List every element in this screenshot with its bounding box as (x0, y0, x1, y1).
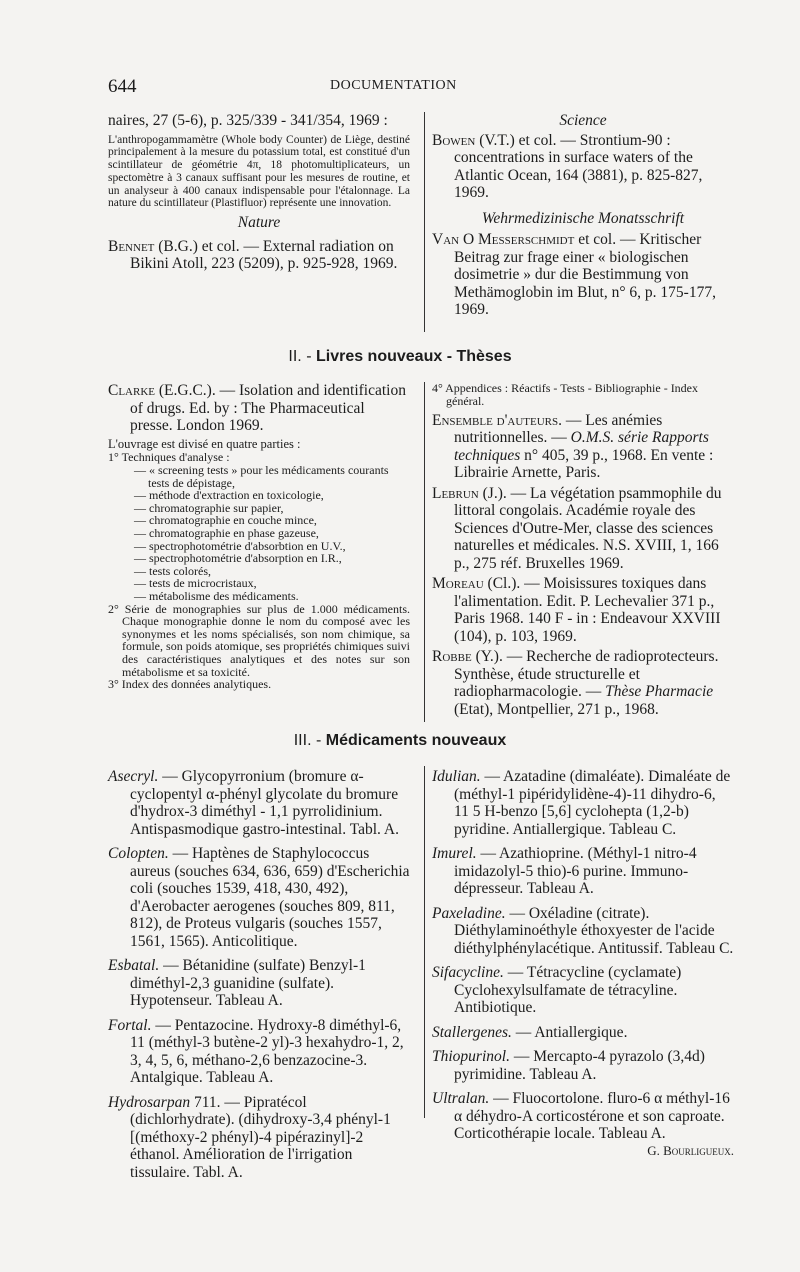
drug-description: — Bétanidine (sulfate) Benzyl-1 diméthyl-2,3 guanidine (sulfate). Hypotenseur. Tableau A. (130, 957, 366, 1009)
column-divider-top (424, 112, 425, 332)
drug-description: — Azathioprine. (Méthyl-1 nitro-4 imidazolyl-5 thio)-6 purine. Immuno-dépresseur. Tableau A. (454, 845, 697, 897)
journal-wehrmedizinische: Wehrmedizinische Monatsschrift (481, 209, 685, 227)
drug-description: — Haptènes de Staphylococcus aureus (souches 634, 636, 659) d'Escherichia coli (souches 1539, 418, 430, 492), d'Aerobacter aerogenes (souches 809, 811, 812), de Proteus vulgaris (souches 1557, 1561, 1565). Anticolitique. (130, 845, 410, 950)
author-clarke: Clarke (108, 382, 156, 399)
drug-name: Sifacycline. (432, 964, 504, 981)
drug-name: Fortal. (108, 1016, 152, 1034)
drug-entry (108, 768, 410, 838)
section-number: III. (293, 732, 312, 749)
drug-entry (432, 1048, 734, 1083)
reference-italic: Thèse Pharmacie (605, 683, 714, 701)
drug-entry (108, 1094, 410, 1182)
technique-item: — spectrophotométrie d'absorption en I.R., (134, 551, 342, 566)
technique-item: — spectrophotométrie d'absorbtion en U.V., (134, 538, 346, 553)
book-part-3: 3° Index des données analytiques. (108, 677, 272, 692)
book-intro: L'ouvrage est divisé en quatre parties : (108, 436, 301, 451)
drug-entry (108, 957, 410, 1010)
drug-name: Paxeladine. (432, 904, 506, 922)
drug-name: Hydrosarpan (108, 1093, 191, 1111)
technique-item: — tests colorés, (134, 563, 211, 578)
drug-entry (108, 1017, 410, 1087)
reference-text: — Les anémies nutritionnelles. — (454, 411, 663, 447)
drug-name: Ultralan. (432, 1090, 490, 1107)
author-robbe: Robbe (432, 648, 472, 666)
book-part-1: 1° Techniques d'analyse : (108, 450, 230, 464)
section-heading-medicaments (0, 732, 800, 750)
reference-text: (Y.). — Recherche de radioprotecteurs. Synthèse, étude structurelle et radiopharmacologie. — (454, 648, 719, 701)
author-ensemble: Ensemble d'auteurs. (432, 411, 563, 429)
technique-item: — tests de microcristaux, (134, 576, 257, 591)
reference-ensemble (432, 412, 734, 482)
drug-description: — Tétracycline (cyclamate) Cyclohexylsulfamate de tétracyline. Antibiotique. (454, 964, 682, 1016)
top-left-column (108, 112, 410, 273)
signature: G. Bourligueux. (647, 1142, 734, 1158)
reference-robbe (432, 648, 734, 718)
reference-bowen-text: (V.T.) et col. — Strontium-90 : concentrations in surface waters of the Atlantic Ocean, 164 (3881), p. 825-827, 1969. (454, 131, 703, 201)
section-title: Livres nouveaux - Thèses (315, 348, 512, 365)
reference-bennet-text: (B.G.) et col. — External radiation on Bikini Atoll, 223 (5209), p. 925-928, 1969. (130, 237, 398, 273)
reference-lebrun (432, 485, 734, 573)
technique-item: — chromatographie en phase gazeuse, (134, 525, 319, 540)
drug-entry (432, 1024, 734, 1042)
reference-clarke (108, 382, 410, 435)
page-number: 644 (108, 76, 137, 97)
books-right-column (432, 382, 734, 718)
journal-science: Science (559, 112, 607, 129)
drug-description: — Glycopyrronium (bromure α-cyclopentyl α-phényl glycolate du bromure d'hydrox-3 diméthyl - 1,1 pyrrolidinium. Antispasmodique gastro-intestinal. Tabl. A. (130, 768, 399, 838)
journal-nature: Nature (237, 214, 281, 232)
section-dash: - (306, 348, 312, 365)
drug-entry (432, 845, 734, 898)
section-dash: - (315, 732, 322, 749)
top-right-column (432, 112, 734, 319)
reference-text: (J.). — La végétation psammophile du littoral congolais. Académie royale des Sciences d'Outre-Mer, classe des sciences naturelles et médicales. N.S. XVIII, 1, 166 p., 275 réf. Bruxelles 1969. (454, 484, 722, 572)
drug-description: — Antiallergique. (511, 1023, 628, 1041)
drug-description: — Pentazocine. Hydroxy-8 diméthyl-6, 11 (méthyl-3 butène-2 yl)-3 hexahydro-1, 2, 3, 4, 5, 6, méthano-2,6 benzazocine-3. Antalgique. Tableau A. (130, 1016, 404, 1086)
book-part-2: 2° Série de monographies sur plus de 1.000 médicaments. Chaque monographie donne le nom du composé avec les synonymes et les noms spécialisés, son nom chimique, sa formule, son poids atomique, ses propriétés chimiques suivi des caractéristiques analytiques et des notes sur son métabolisme et sa toxicité. (108, 601, 410, 679)
section-heading-livres (0, 348, 800, 366)
author-moreau: Moreau (432, 575, 484, 593)
section-number: II. (288, 348, 302, 365)
drug-name: Imurel. (432, 845, 477, 862)
drugs-left-column (108, 768, 410, 1188)
continuation-reference: naires, 27 (5-6), p. 325/339 - 341/354, 1969 : (108, 112, 388, 129)
drug-entry (108, 845, 410, 950)
section-title: Médicaments nouveaux (325, 732, 507, 749)
drug-name: Asecryl. (108, 768, 159, 785)
drug-name: Stallergenes. (432, 1023, 512, 1041)
drug-description: — Fluocortolone. fluro-6 α méthyl-16 α déhydro-A corticostérone et son caproate. Corticothérapie locale. Tableau A. (454, 1090, 730, 1142)
drugs-right-column (432, 768, 734, 1157)
reference-bennet (108, 238, 410, 273)
reference-text: n° 405, 39 p., 1968. En vente : Librairie Arnette, Paris. (454, 446, 714, 482)
drug-entry (432, 905, 734, 958)
reference-text: (Cl.). — Moisissures toxiques dans l'alimentation. Edit. P. Lechevalier 371 p., Paris 1968. 140 F - in : Endeavour XXVIII (104), p. 103, 1969. (454, 575, 721, 645)
technique-item: — métabolisme des médicaments. (134, 588, 299, 603)
reference-messerschmidt (432, 231, 734, 319)
reference-italic: O.M.S. série Rapports techniques (454, 429, 709, 464)
author-lebrun: Lebrun (432, 484, 479, 502)
author-messerschmidt: Van O Messerschmidt (432, 231, 575, 248)
drug-entry (432, 768, 734, 838)
drug-description: — Azatadine (dimaléate). Dimaléate de (méthyl-1 pipéridylidène-4)-11 dihydro-6, 11 5 H-benzo [5,6] cyclohepta (1,2-b) pyridine. Antiallergique. Tableau C. (454, 768, 731, 838)
reference-moreau (432, 575, 734, 645)
reference-messerschmidt-text: et col. — Kritischer Beitrag zur frage einer « biologischen dosimetrie » dur die Bestimmung von Methämoglobin im Blut, n° 6, p. 175-177, 1969. (454, 231, 716, 318)
reference-clarke-text: (E.G.C.). — Isolation and identification of drugs. Ed. by : The Pharmaceutical presse. London 1969. (130, 382, 406, 434)
drug-description: 711. — Pipratécol (dichlorhydrate). (dihydroxy-3,4 phényl-1 [(méthoxy-2 phényl)-4 pipérazinyl]-2 éthanol. Amélioration de l'irrigation tissulaire. Tabl. A. (130, 1093, 391, 1181)
column-divider-middle (424, 382, 425, 722)
drug-entry (432, 1090, 734, 1143)
books-left-column (108, 382, 410, 691)
drug-name: Thiopurinol. (432, 1048, 510, 1065)
author-bowen: Bowen (432, 131, 476, 149)
drug-name: Idulian. (432, 768, 481, 785)
column-divider-bottom (424, 766, 425, 1118)
drug-description: — Mercapto-4 pyrazolo (3,4d) pyrimidine. Tableau A. (454, 1048, 705, 1083)
reference-bowen (432, 132, 734, 202)
running-title: DOCUMENTATION (330, 78, 457, 93)
reference-text: (Etat), Montpellier, 271 p., 1968. (454, 700, 659, 718)
technique-item: — méthode d'extraction en toxicologie, (134, 488, 324, 503)
drug-description: — Oxéladine (citrate). Diéthylaminoéthyle éthoxyester de l'acide diéthylphénylacétique. Antitussif. Tableau C. (454, 904, 734, 957)
technique-item: — chromatographie sur papier, (134, 500, 284, 515)
technique-item: — « screening tests » pour les médicaments courants tests de dépistage, (134, 463, 389, 490)
drug-entry (432, 964, 734, 1017)
anthropogammametre-note: L'anthropogammamètre (Whole body Counter) de Liège, destiné principalement à la mesure du potassium total, est constitué d'un scintillateur de géométrie 4π, 18 photomultiplicateurs, un spectomètre à 3 canaux suffisant pour les mesures de routine, et un analyseur à 400 canaux indispensable pour l'étalonnage. La nature du scintillateur (Plastifluor) représente une innovation. (108, 133, 410, 210)
technique-list (108, 464, 410, 603)
drug-name: Esbatal. (108, 957, 160, 974)
author-bennet: Bennet (108, 237, 155, 255)
book-part-4: 4° Appendices : Réactifs - Tests - Bibliographie - Index général. (432, 381, 699, 408)
technique-item: — chromatographie en couche mince, (134, 513, 317, 528)
drug-name: Colopten. (108, 845, 169, 862)
